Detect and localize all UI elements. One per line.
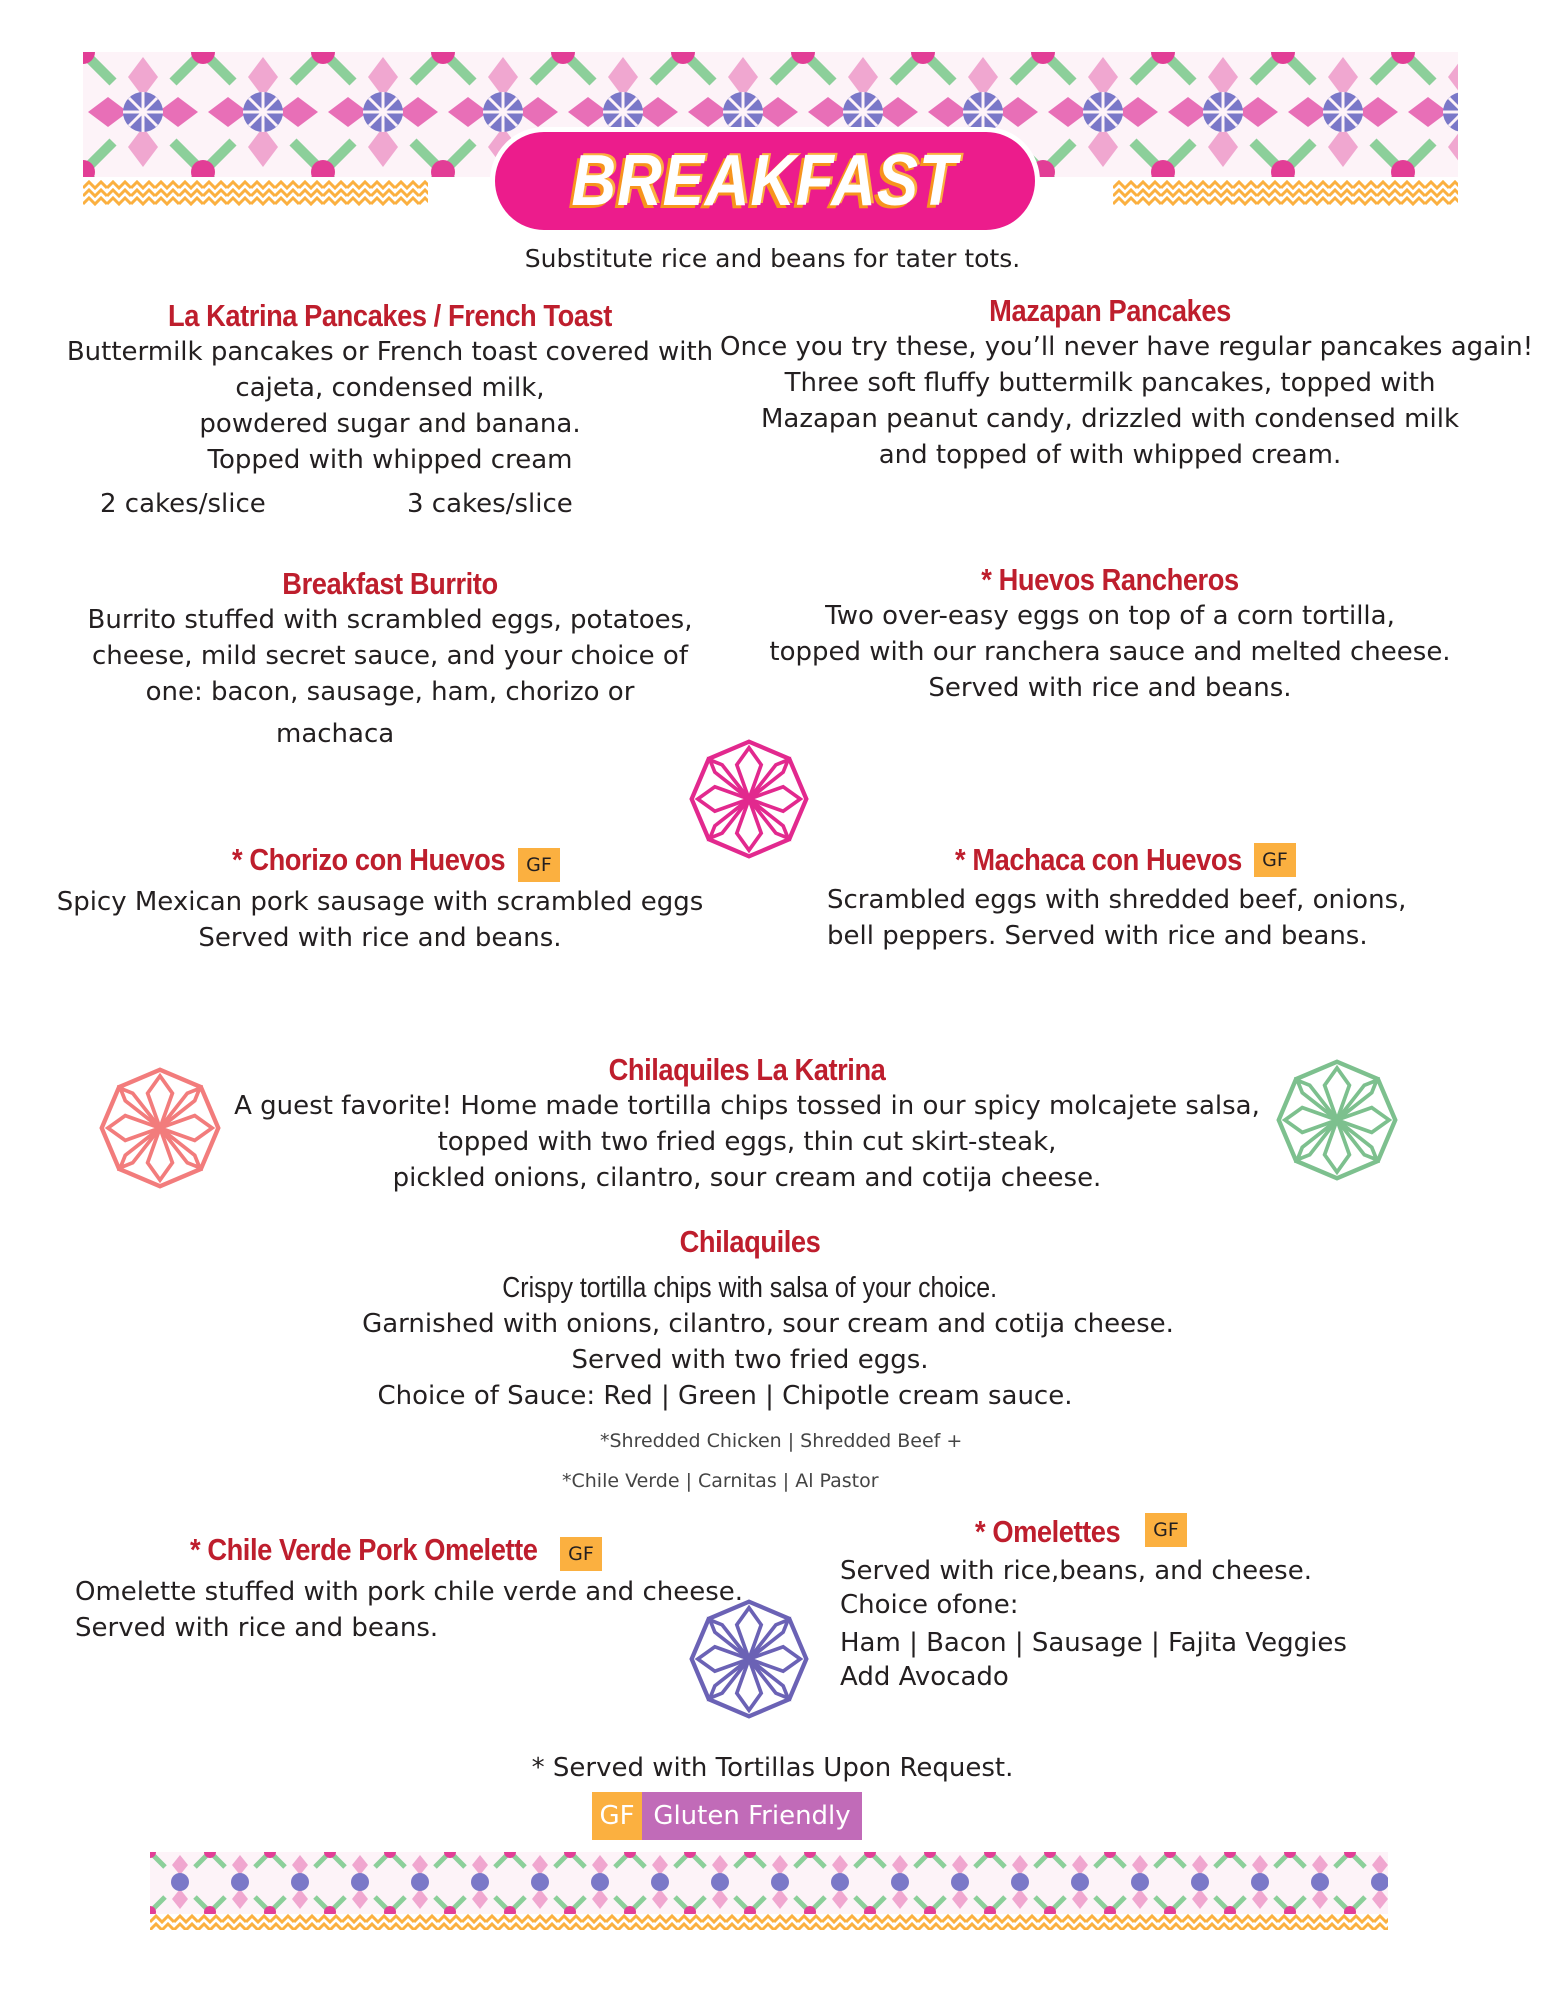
item-desc-line: cajeta, condensed milk, (235, 373, 545, 403)
item-desc-line: one: bacon, sausage, ham, chorizo or (145, 677, 635, 707)
item-desc-line: and topped of with whipped cream. (878, 440, 1342, 470)
gf-legend-badge: GF (592, 1792, 642, 1840)
item-desc-line: Served with two fried eggs. (571, 1345, 929, 1375)
item-chorizo-title: * Chorizo con Huevos (232, 842, 506, 877)
item-title: Chilaquiles (679, 1224, 821, 1259)
size-option-2-cakes: 2 cakes/slice (100, 489, 266, 519)
item-title: Breakfast Burrito (282, 566, 498, 601)
top-zigzag-right (1113, 180, 1458, 206)
item-title: * Huevos Rancheros (981, 562, 1239, 597)
item-desc-line: Add Avocado (840, 1662, 1009, 1692)
item-machaca-desc (827, 882, 1406, 954)
item-chorizo-desc (40, 884, 720, 956)
subtitle: Substitute rice and beans for tater tots. (524, 244, 1021, 273)
gf-badge: GF (560, 1537, 602, 1571)
item-chile-verde-desc (75, 1574, 743, 1646)
item-title: La Katrina Pancakes / French Toast (168, 298, 612, 333)
item-mazapan-pancakes (720, 293, 1534, 473)
addon-line: *Shredded Chicken | Shredded Beef + (600, 1430, 963, 1452)
gf-legend-label: Gluten Friendly (642, 1792, 862, 1840)
addon-line: *Chile Verde | Carnitas | Al Pastor (562, 1470, 879, 1492)
item-title: Chilaquiles La Katrina (608, 1052, 886, 1087)
ornament-green-icon (1275, 1058, 1399, 1182)
item-desc-line: Served with rice and beans. (198, 923, 562, 953)
item-chilaquiles (260, 1224, 1240, 1414)
gf-legend (592, 1792, 862, 1840)
item-desc-line: Choice ofone: (840, 1590, 1019, 1620)
item-breakfast-burrito (60, 566, 720, 710)
item-desc-line: A guest favorite! Home made tortilla chips tossed in our spicy molcajete salsa, (234, 1091, 1260, 1121)
item-desc-line: machaca (276, 719, 395, 749)
item-desc-line: Scrambled eggs with shredded beef, onions, (827, 885, 1407, 915)
item-desc-line: Three soft fluffy buttermilk pancakes, topped with (784, 368, 1436, 398)
gf-badge: GF (1145, 1513, 1187, 1547)
item-huevos-rancheros (720, 562, 1500, 706)
item-desc-line: bell peppers. Served with rice and beans. (827, 921, 1368, 951)
item-desc-line: Ham | Bacon | Sausage | Fajita Veggies (840, 1628, 1347, 1658)
item-desc-line: powdered sugar and banana. (199, 409, 581, 439)
item-omelettes-desc (840, 1554, 1347, 1694)
item-desc-line: Spicy Mexican pork sausage with scrambled eggs (56, 887, 704, 917)
item-desc-line: Buttermilk pancakes or French toast covered with (66, 337, 714, 367)
item-desc-line: Served with rice and beans. (75, 1613, 439, 1643)
item-desc-line: Choice of Sauce: Red | Green | Chipotle cream sauce. (377, 1381, 1073, 1411)
item-desc-line: Garnished with onions, cilantro, sour cream and cotija cheese. (362, 1309, 1174, 1339)
title-banner (490, 127, 1040, 235)
ornament-salmon-icon (98, 1066, 222, 1190)
item-desc-line: Two over-easy eggs on top of a corn tortilla, (825, 601, 1395, 631)
bottom-pattern-band (150, 1852, 1388, 1914)
item-chilaquiles-katrina (222, 1052, 1272, 1196)
item-katrina-pancakes (60, 298, 720, 478)
item-chile-verde-title: * Chile Verde Pork Omelette (190, 1532, 538, 1567)
item-desc-line: Once you try these, you’ll never have regular pancakes again! (720, 332, 1534, 362)
size-option-3-cakes: 3 cakes/slice (407, 489, 573, 519)
item-desc-line: Served with rice,beans, and cheese. (840, 1556, 1312, 1586)
item-machaca-title: * Machaca con Huevos (955, 842, 1242, 877)
item-omelettes-title: * Omelettes (975, 1514, 1121, 1549)
item-desc-line: Omelette stuffed with pork chile verde and cheese. (75, 1577, 744, 1607)
item-desc-line: pickled onions, cilantro, sour cream and cotija cheese. (392, 1163, 1102, 1193)
tortillas-note: * Served with Tortillas Upon Request. (531, 1753, 1014, 1783)
item-desc-line: Mazapan peanut candy, drizzled with condensed milk (760, 404, 1460, 434)
item-desc-line: Burrito stuffed with scrambled eggs, potatoes, (87, 605, 693, 635)
gf-badge: GF (1254, 843, 1296, 877)
item-desc-line: cheese, mild secret sauce, and your choice of (92, 641, 688, 671)
item-desc-line: topped with two fried eggs, thin cut skirt-steak, (437, 1127, 1057, 1157)
ornament-pink-icon (688, 738, 810, 860)
gf-badge: GF (518, 848, 560, 882)
item-desc-line: Served with rice and beans. (928, 673, 1292, 703)
top-zigzag-left (83, 180, 428, 206)
item-desc-line: Topped with whipped cream (207, 445, 573, 475)
bottom-zigzag (150, 1914, 1388, 1930)
item-desc-line: Crispy tortilla chips with salsa of your choice. (502, 1272, 998, 1304)
page-title: BREAKFAST (571, 141, 959, 221)
ornament-purple-icon (688, 1598, 810, 1720)
item-desc-line: topped with our ranchera sauce and melted cheese. (769, 637, 1451, 667)
item-title: Mazapan Pancakes (989, 293, 1231, 328)
